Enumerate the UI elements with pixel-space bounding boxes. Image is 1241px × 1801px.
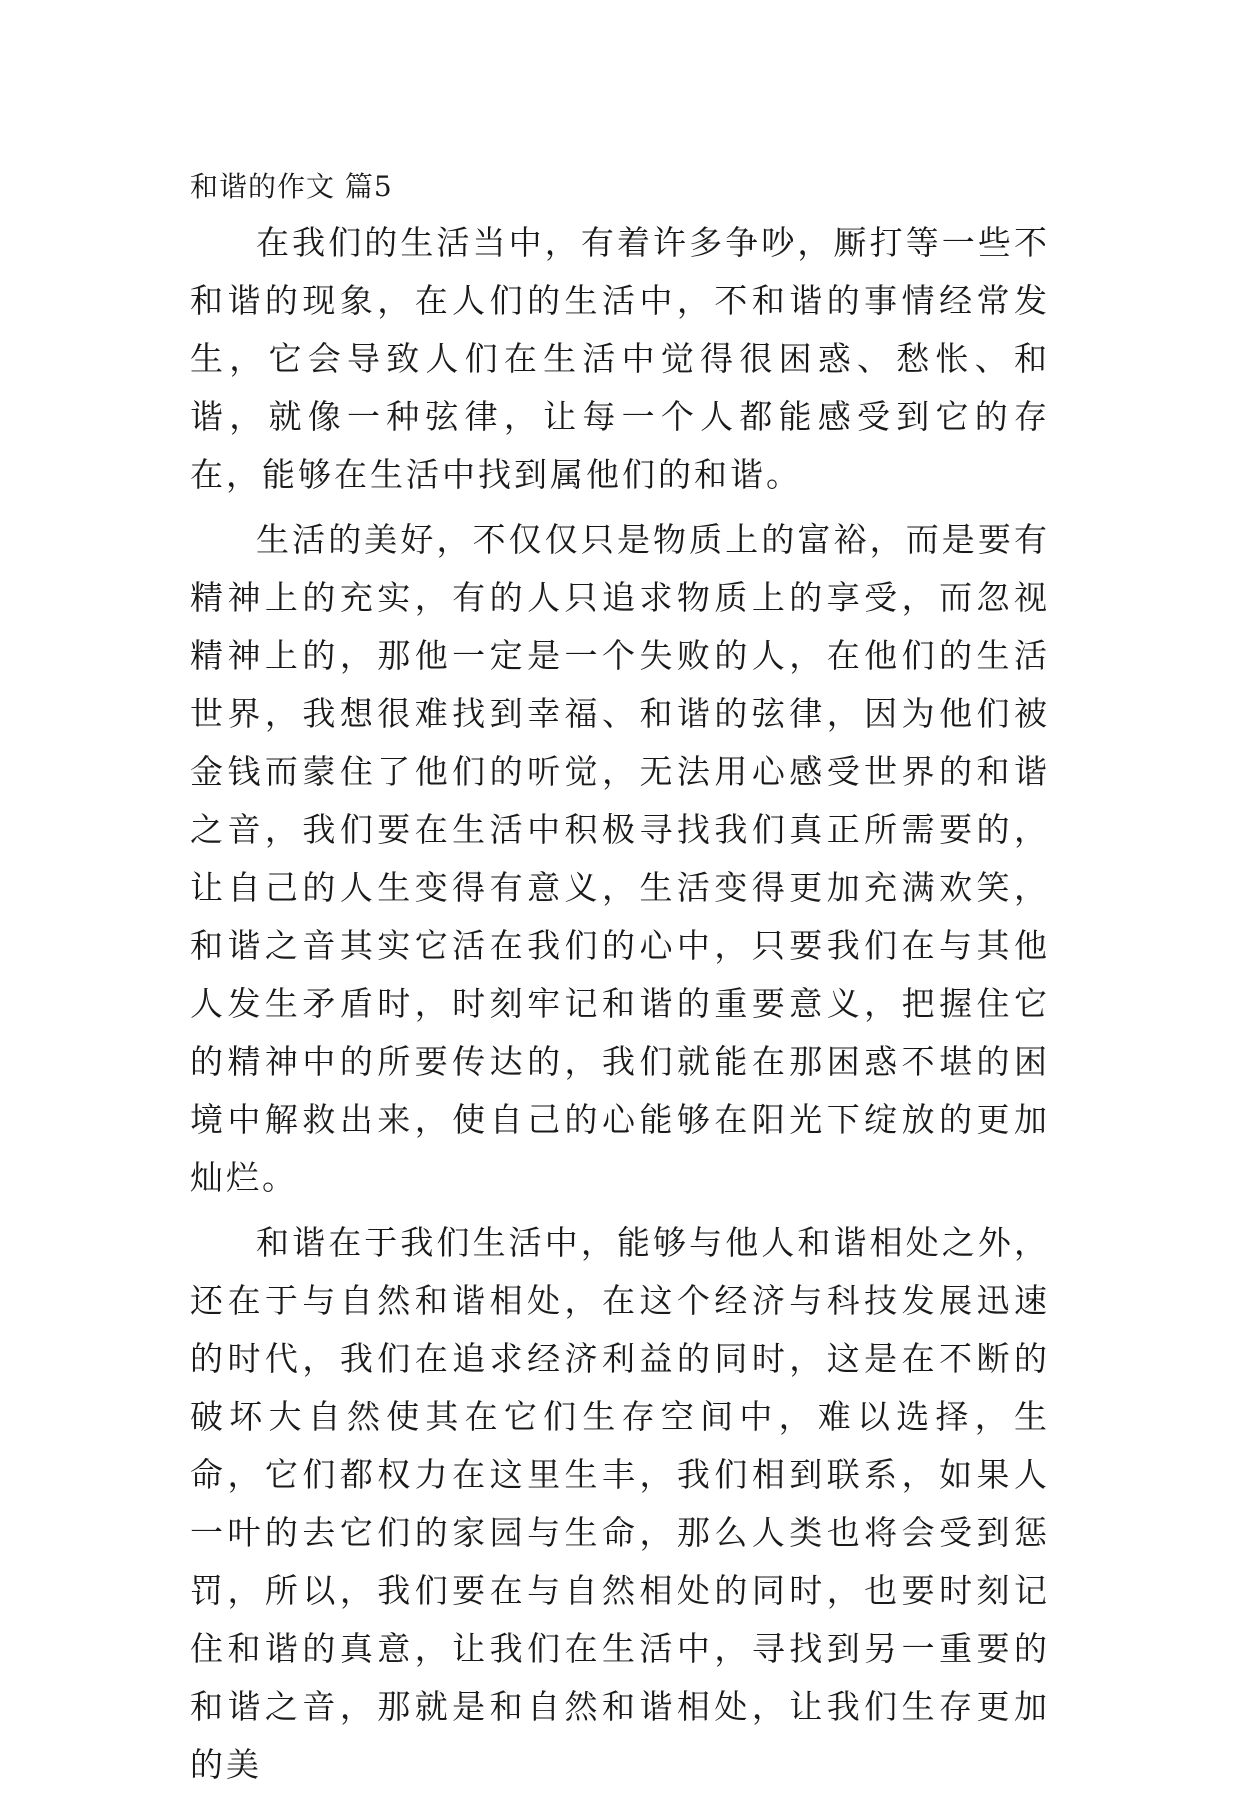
paragraph-3: 和谐在于我们生活中，能够与他人和谐相处之外，还在于与自然和谐相处，在这个经济与科技发展迅速的时代，我们在追求经济利益的同时，这是在不断的破坏大自然使其在它们生存空间中，难以选择，生命，它们都权力在这里生丰，我们相到联系，如果人一叶的去它们的家园与生命，那么人类也将会受到惩罚，所以，我们要在与自然相处的同时，也要时刻记住和谐的真意，让我们在生活中，寻找到另一重要的和谐之音，那就是和自然和谐相处，让我们生存更加的美 [190,1223,1050,1784]
paragraph-1: 在我们的生活当中，有着许多争吵，厮打等一些不和谐的现象，在人们的生活中，不和谐的事情经常发生，它会导致人们在生活中觉得很困惑、愁怅、和谐，就像一种弦律，让每一个人都能感受到它的存在，能够在生活中找到属他们的和谐。 [190,223,1050,494]
paragraph-2: 生活的美好，不仅仅只是物质上的富裕，而是要有精神上的充实，有的人只追求物质上的享受，而忽视精神上的，那他一定是一个失败的人，在他们的生活世界，我想很难找到幸福、和谐的弦律，因为他们被金钱而蒙住了他们的听觉，无法用心感受世界的和谐之音，我们要在生活中积极寻找我们真正所需要的，让自己的人生变得有意义，生活变得更加充满欢笑，和谐之音其实它活在我们的心中，只要我们在与其他人发生矛盾时，时刻牢记和谐的重要意义，把握住它的精神中的所要传达的，我们就能在那困惑不堪的困境中解救出来，使自己的心能够在阳光下绽放的更加灿烂。 [190,520,1050,1197]
document-title: 和谐的作文 篇5 [190,170,393,203]
document-page [190,168,1050,1801]
